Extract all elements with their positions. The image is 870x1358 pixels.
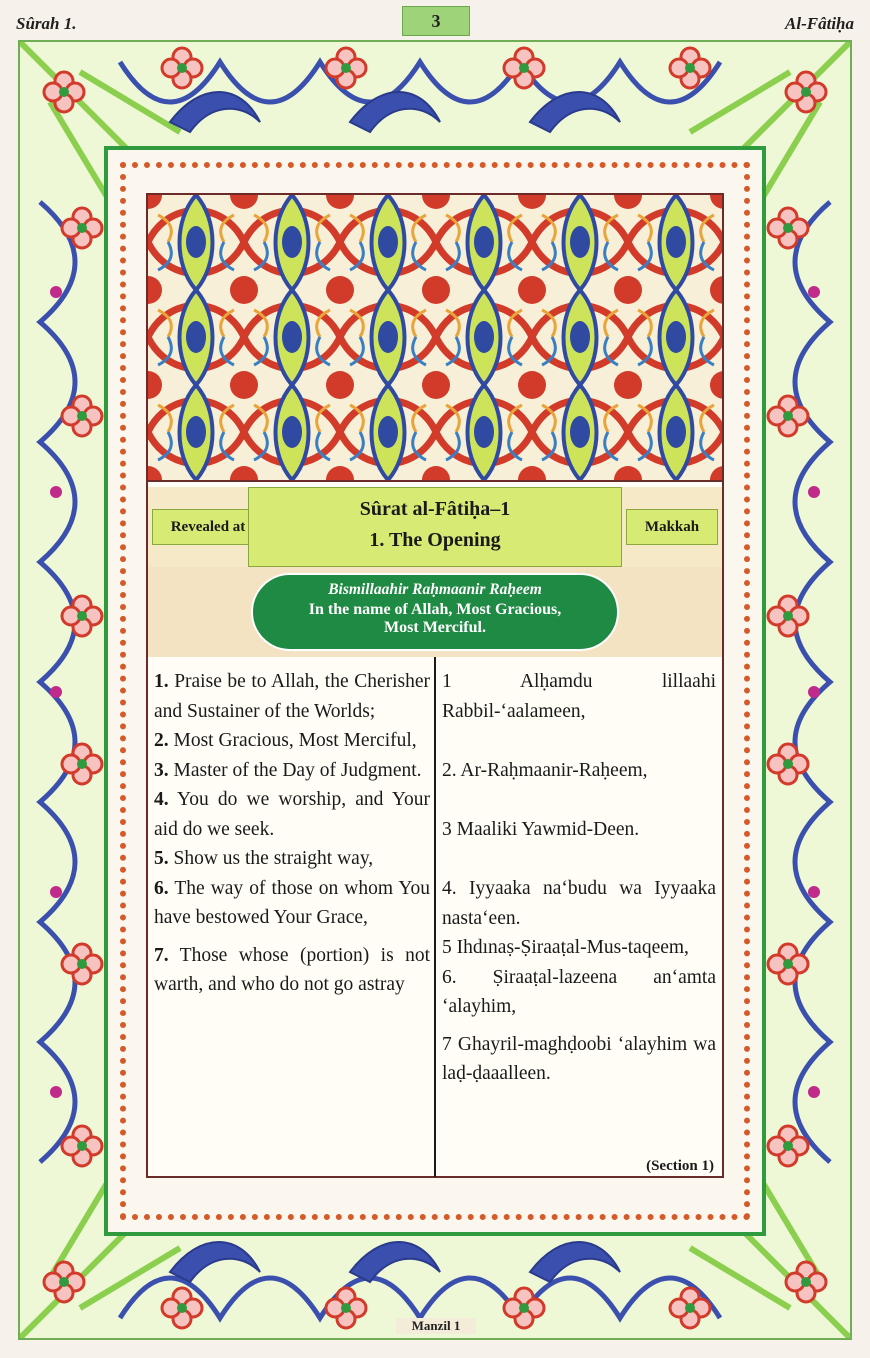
revealed-at-label: Revealed at [152, 509, 264, 545]
revelation-place: Makkah [626, 509, 718, 545]
surah-subtitle: 1. The Opening [369, 529, 501, 551]
section-label: (Section 1) [646, 1158, 714, 1174]
arabesque-pattern [148, 195, 722, 480]
verse-transliteration: 2. Ar-Raḥmaanir-Raḥeem, [442, 760, 648, 781]
verse-transliteration: 3 Maaliki Yawmid-Deen. [442, 818, 640, 840]
title-band [148, 487, 722, 567]
bismillah-transliteration: Bismillaahir Raḥmaanir Raḥeem [328, 581, 542, 598]
verse-translation: 5. Show us the straight way, [154, 848, 374, 869]
bismillah-translation-line1: In the name of Allah, Most Gracious, [308, 601, 562, 618]
verse-translation: 6. The way of those on whom You have bestowed Your Grace, [154, 877, 430, 928]
arabesque-illumination [148, 195, 722, 482]
page-number: 3 [402, 6, 470, 36]
verse-transliteration: 5 Ihdınaṣ-Ṣiraaṭal-Mus-taqeem, [442, 937, 689, 958]
verse-translation: 2. Most Gracious, Most Merciful, [154, 730, 417, 751]
verse-columns [148, 657, 722, 1177]
surah-title-plate [248, 487, 622, 567]
surah-title: Sûrat al-Fâtiḥa–1 [359, 498, 511, 520]
manzil-label: Manzil 1 [396, 1318, 476, 1334]
bismillah-plate [251, 573, 619, 651]
verse-translation: 3. Master of the Day of Judgment. [154, 759, 422, 781]
verse-translation: 4. You do we worship, and Your aid do we seek. [154, 789, 430, 840]
verse-transliteration: 4. Iyyaaka na‘budu wa Iyyaaka nasta‘een. [442, 878, 716, 929]
running-head-left: Sûrah 1. [16, 14, 77, 33]
verse-transliteration: 1 Alḥamdu lillaahi Rabbil-‘aalameen, [442, 671, 716, 722]
translation-column [154, 667, 430, 1000]
running-head-right: Al-Fâtiḥa [785, 14, 854, 33]
verse-transliteration: 7 Ghayril-maghḍoobi ‘alayhim wa laḍ-ḍaaalleen. [442, 1033, 716, 1084]
column-divider [434, 657, 436, 1177]
verse-translation: 1. Praise be to Allah, the Cherisher and Sustainer of the Worlds; [154, 671, 430, 722]
bismillah-band [148, 567, 722, 657]
content-panel [146, 193, 724, 1178]
verse-translation: 7. Those whose (portion) is not warth, and who do not go astray [154, 944, 430, 995]
bismillah-translation-line2: Most Merciful. [384, 619, 486, 636]
transliteration-column [442, 667, 716, 1089]
verse-transliteration: 6. Ṣiraaṭal-lazeena an‘amta ‘alayhim, [442, 966, 716, 1017]
